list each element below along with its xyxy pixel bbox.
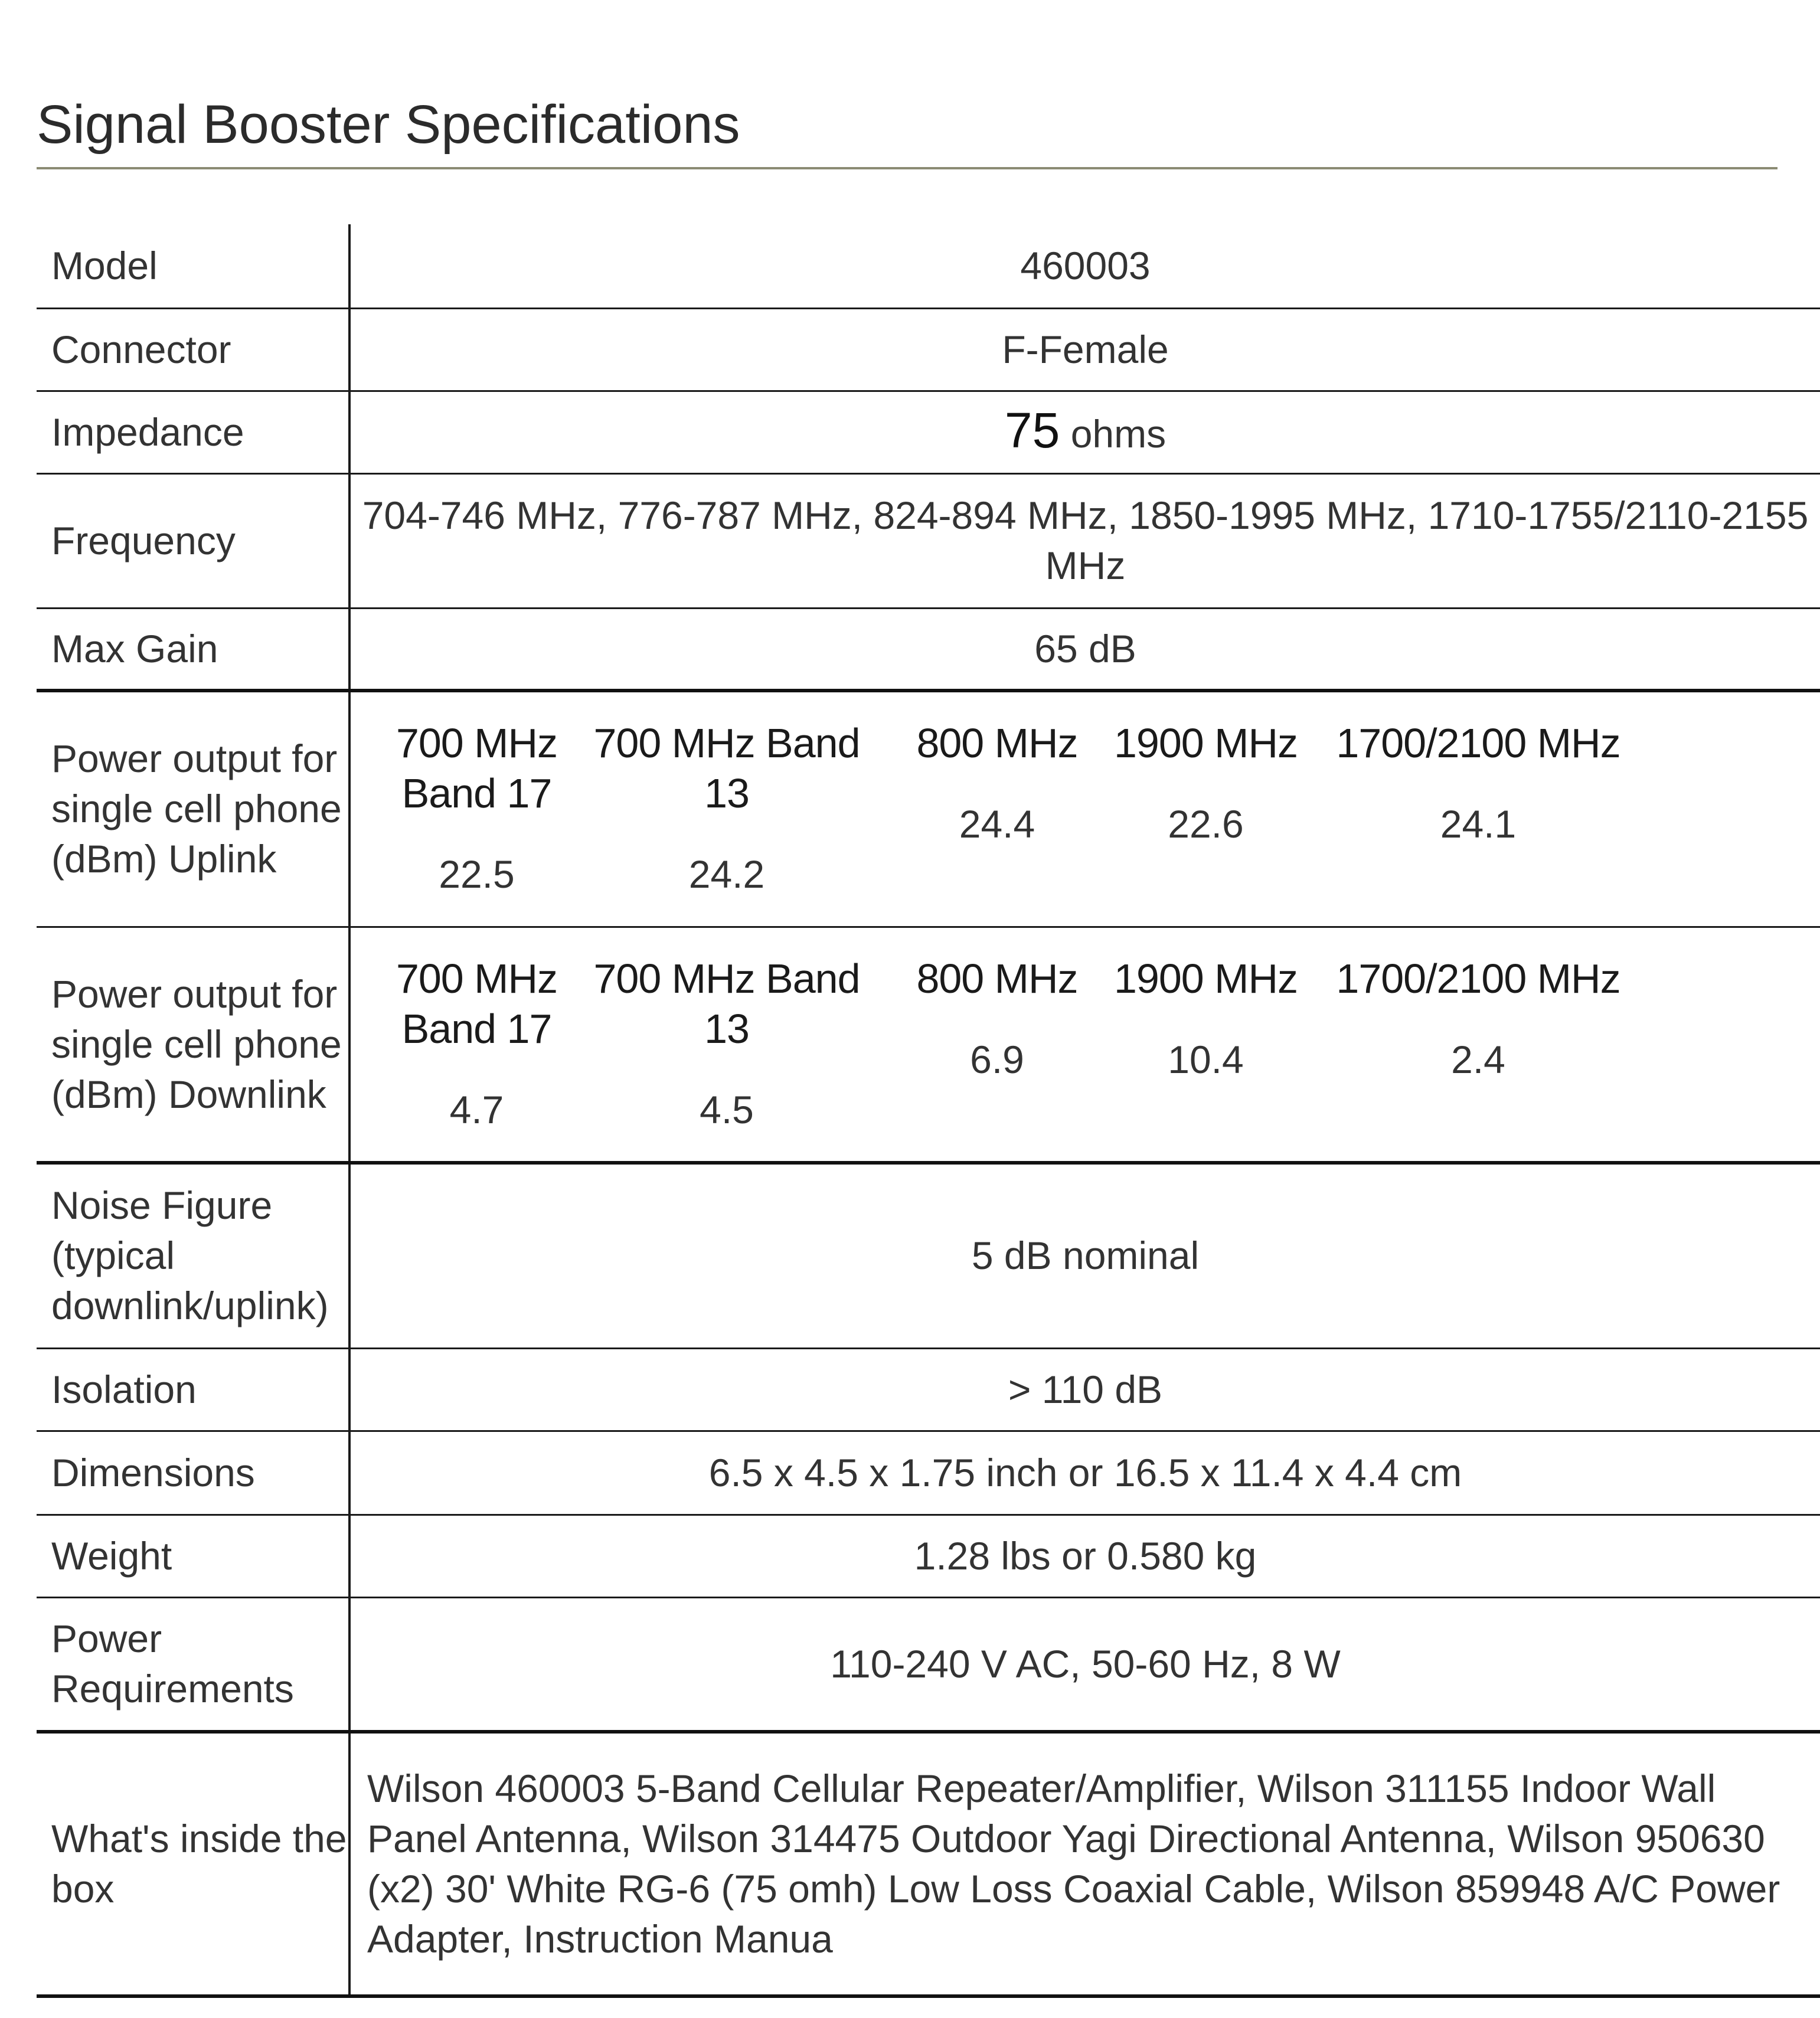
band-value: 4.7 (449, 1087, 504, 1131)
band-value: 24.1 (1440, 802, 1517, 846)
band-value: 10.4 (1168, 1037, 1244, 1081)
row-label: Connector (37, 308, 349, 391)
band-name: 700 MHz Band 17 (396, 720, 558, 817)
row-label: Isolation (37, 1348, 349, 1431)
row-label: Model (37, 224, 349, 308)
band-name: 1900 MHz (1113, 955, 1298, 1002)
page-title: Signal Booster Specifications (37, 94, 740, 155)
row-downlink (37, 927, 1820, 1163)
band-cell (381, 718, 573, 900)
title-divider (37, 167, 1777, 169)
row-max-gain (37, 608, 1820, 691)
band-value: 2.4 (1451, 1037, 1505, 1081)
band-name: 800 MHz (916, 955, 1078, 1002)
row-box-contents (37, 1732, 1820, 1996)
row-label: Max Gain (37, 608, 349, 691)
row-label: Power output for single cell phone (dBm) Uplink (37, 691, 349, 927)
band-name: 1700/2100 MHz (1336, 955, 1620, 1002)
row-value: 704-746 MHz, 776-787 MHz, 824-894 MHz, 1850-1995 MHz, 1710-1755/2110-2155 MHz (362, 493, 1809, 587)
spec-table (37, 224, 1820, 1998)
row-value: F-Female (1002, 327, 1169, 371)
row-value: 65 dB (1034, 626, 1136, 671)
band-cell (381, 954, 573, 1135)
band-value: 6.9 (970, 1037, 1024, 1081)
band-name: 1900 MHz (1113, 720, 1298, 767)
row-label: What's inside the box (37, 1732, 349, 1996)
band-value: 22.5 (439, 852, 515, 897)
band-table-downlink (349, 927, 1820, 1163)
band-cell (1113, 954, 1298, 1135)
band-cell (881, 718, 1113, 900)
band-name: 1700/2100 MHz (1336, 720, 1620, 767)
row-value: Wilson 460003 5-Band Cellular Repeater/Amplifier, Wilson 311155 Indoor Wall Panel Antenna, Wilson 314475 Outdoor Yagi Directional Antenna, Wilson 950630 (x2) 30' White RG-6 (75 omh) Low Loss Coaxial Cable, Wilson 859948 A/C Power Adapter, Instruction Manua (367, 1767, 1780, 1961)
band-name: 700 MHz Band 13 (593, 955, 860, 1052)
band-table-uplink (349, 691, 1820, 927)
band-name: 800 MHz (916, 720, 1078, 767)
band-value: 24.4 (959, 802, 1035, 846)
impedance-unit: ohms (1070, 411, 1167, 456)
row-value (349, 391, 1820, 473)
row-isolation (37, 1348, 1820, 1431)
row-label: Power Requirements (37, 1597, 349, 1732)
row-label: Noise Figure (typical downlink/uplink) (37, 1163, 349, 1348)
row-label: Frequency (37, 473, 349, 608)
row-power (37, 1597, 1820, 1732)
band-cell (1298, 718, 1658, 900)
band-cell (1298, 954, 1658, 1135)
row-label: Weight (37, 1515, 349, 1597)
row-value: 1.28 lbs or 0.580 kg (914, 1533, 1257, 1578)
band-value: 24.2 (688, 852, 765, 897)
band-name: 700 MHz Band 13 (593, 720, 860, 817)
row-impedance (37, 391, 1820, 473)
row-frequency (37, 473, 1820, 608)
band-name: 700 MHz Band 17 (396, 955, 558, 1052)
row-weight (37, 1515, 1820, 1597)
row-value: 6.5 x 4.5 x 1.75 inch or 16.5 x 11.4 x 4.4 cm (708, 1450, 1462, 1494)
row-value: 110-240 V AC, 50-60 Hz, 8 W (830, 1641, 1341, 1686)
row-uplink (37, 691, 1820, 927)
band-cell (573, 954, 881, 1135)
row-connector (37, 308, 1820, 391)
impedance-number: 75 (1004, 402, 1060, 458)
row-value: 460003 (1020, 243, 1151, 287)
row-value: 5 dB nominal (971, 1234, 1200, 1278)
row-label: Impedance (37, 391, 349, 473)
band-cell (881, 954, 1113, 1135)
row-model (37, 224, 1820, 308)
band-value: 22.6 (1168, 802, 1244, 846)
row-label: Dimensions (37, 1431, 349, 1515)
row-value: > 110 dB (1008, 1367, 1163, 1411)
band-cell (1113, 718, 1298, 900)
row-dimensions (37, 1431, 1820, 1515)
band-cell (573, 718, 881, 900)
row-noise-figure (37, 1163, 1820, 1348)
band-value: 4.5 (700, 1087, 754, 1131)
row-label: Power output for single cell phone (dBm) Downlink (37, 927, 349, 1163)
